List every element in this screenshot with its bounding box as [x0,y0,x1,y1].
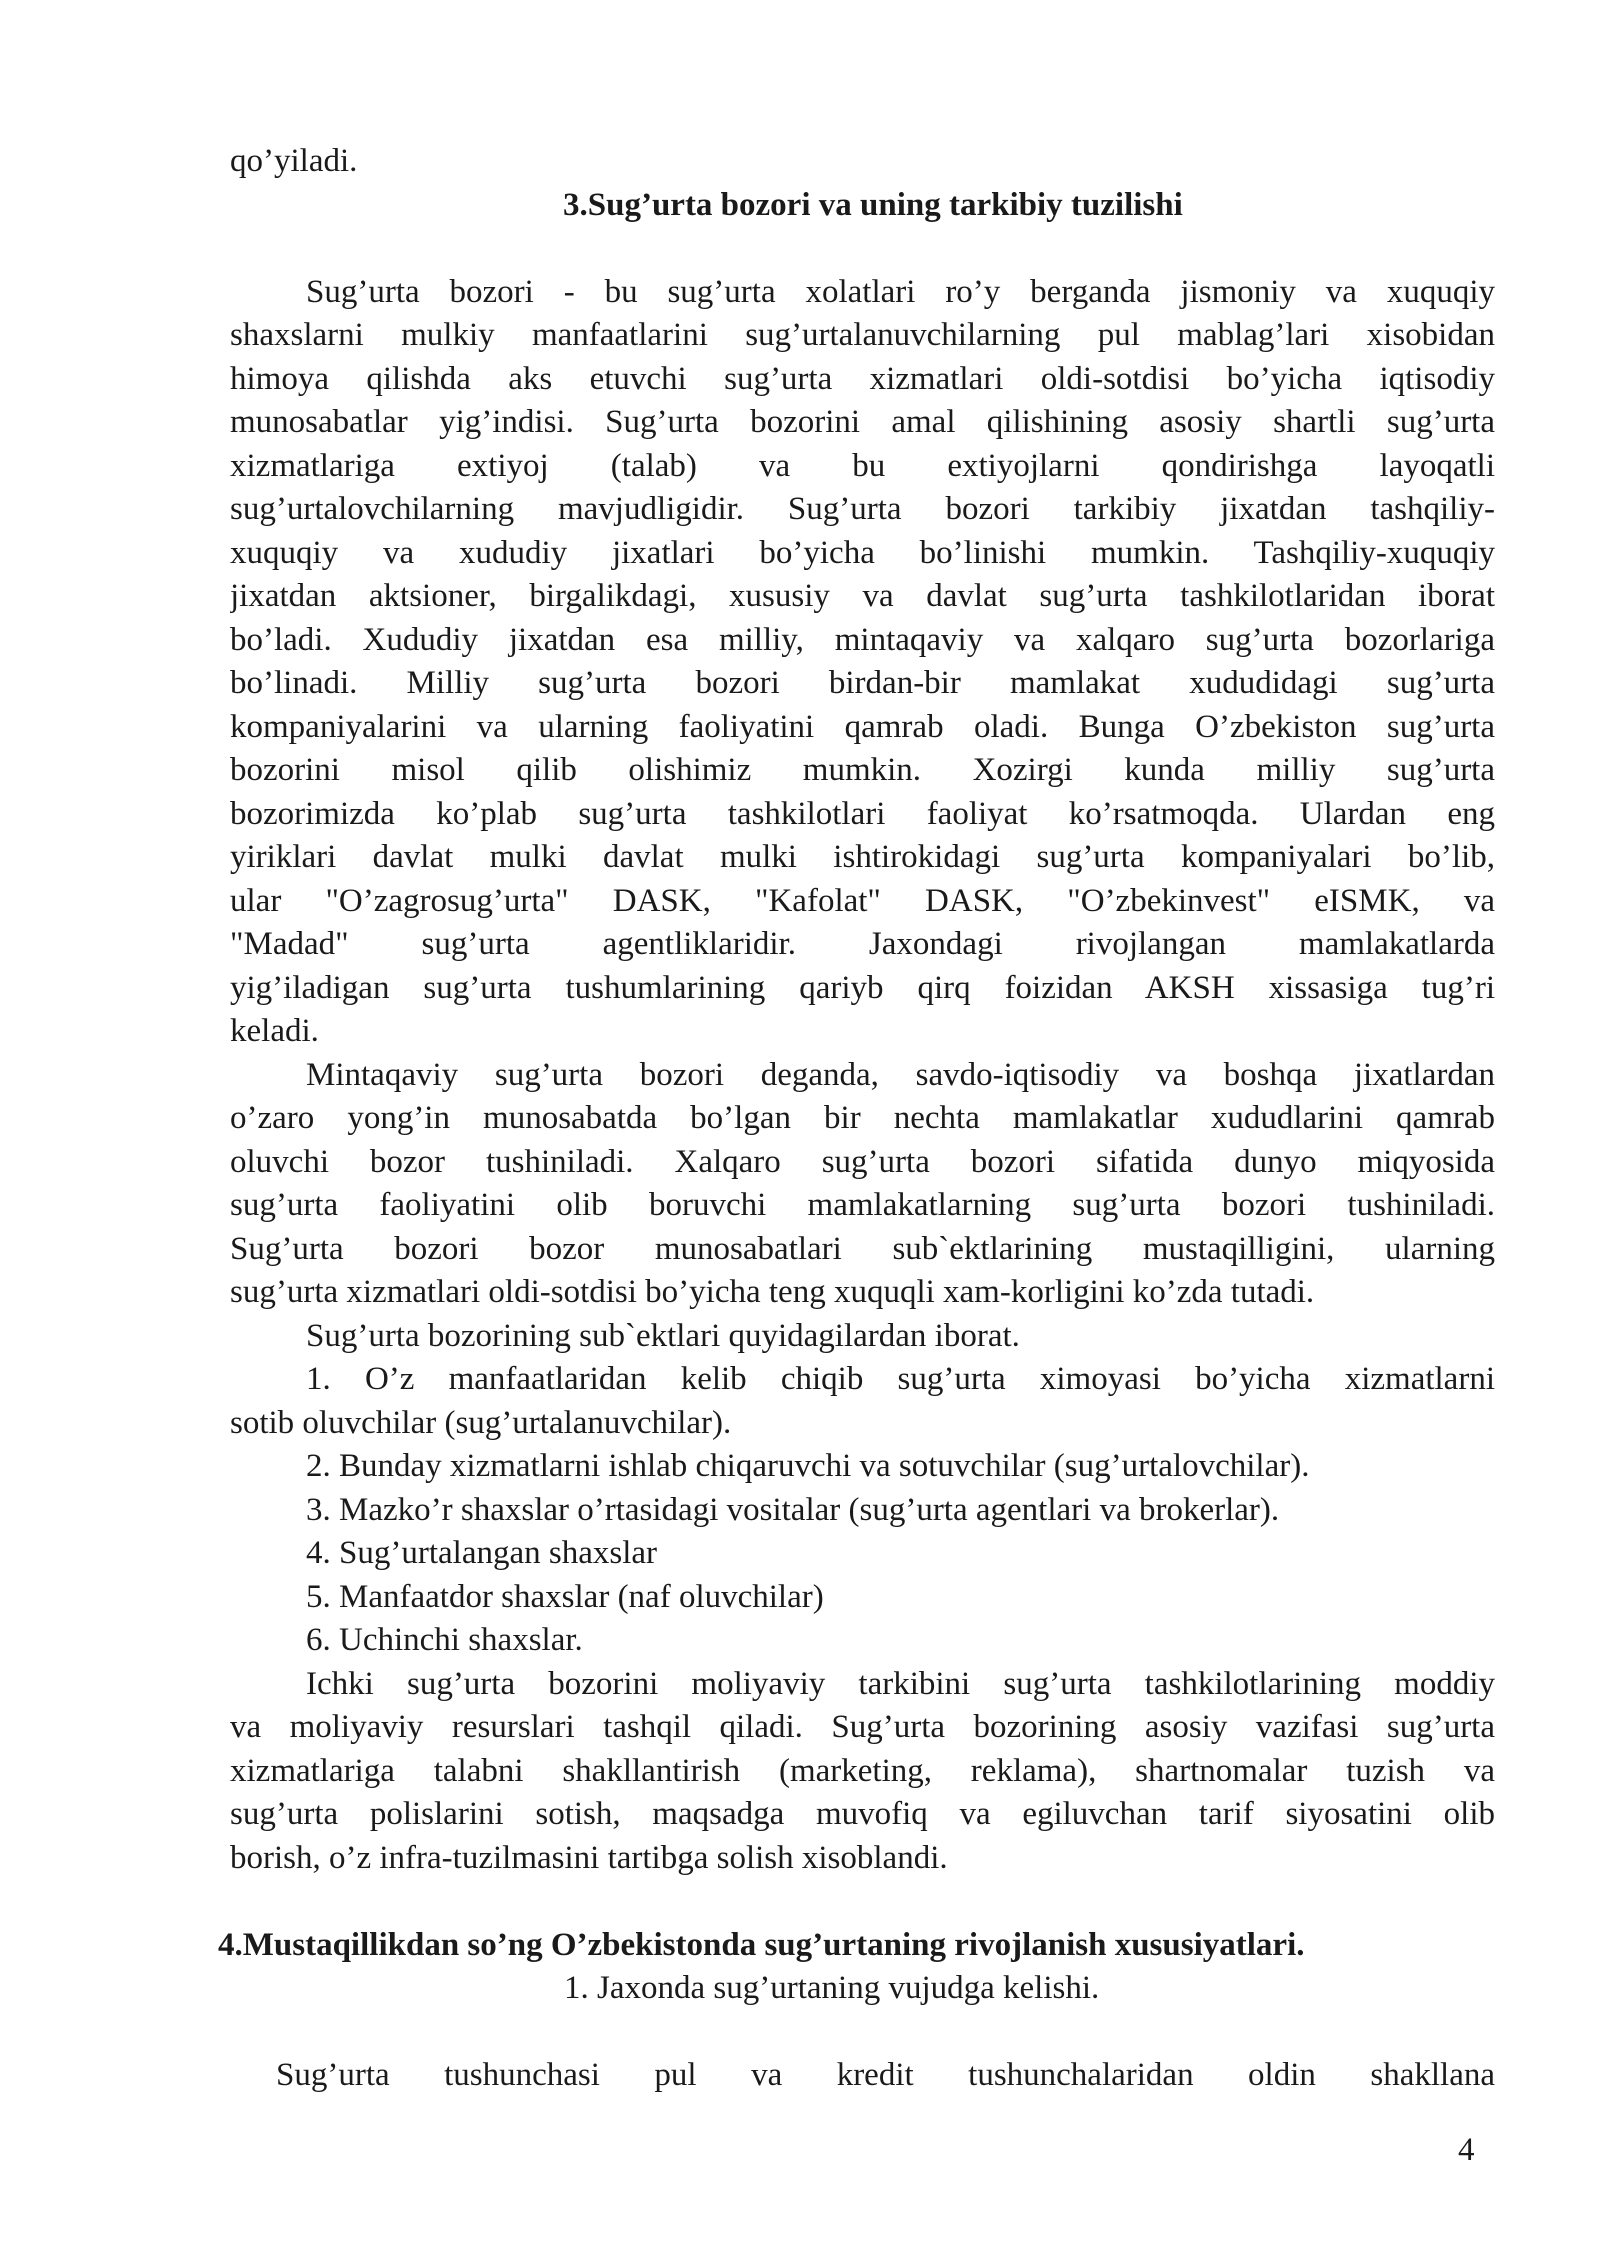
text-line: Mintaqaviy sug’urta bozori deganda, savdo-iqtisodiy va boshqa jixatlardan [306,1056,1495,1093]
list-item: 4. Sug’urtalangan shaxslar [306,1535,657,1571]
text-line: sug’urta xizmatlari oldi-sotdisi bo’yicha teng xuquqli xam-korligini ko’zda tutadi. [230,1274,1315,1310]
text-line: yig’iladigan sug’urta tushumlarining qariyb qirq foizidan AKSH xissasiga tug’ri [230,969,1495,1006]
text-line: bo’linadi. Milliy sug’urta bozori birdan-bir mamlakat xududidagi sug’urta [230,665,1495,701]
paragraph-insurance-market [230,271,1495,1054]
text-line: xuquqiy va xududiy jixatlari bo’yicha bo’linishi mumkin. Tashqiliy-xuquqiy [230,534,1495,571]
list-item: 6. Uchinchi shaxslar. [306,1622,583,1658]
text-line: bozorimizda ko’plab sug’urta tashkilotlari faoliyat ko’rsatmoqda. Ulardan eng [230,795,1495,832]
carry-over-line: qo’yiladi. [230,143,358,179]
text-line: munosabatlar yig’indisi. Sug’urta bozorini amal qilishining asosiy shartli sug’urta [230,404,1495,440]
text-line: sug’urta faoliyatini olib boruvchi mamlakatlarning sug’urta bozori tushiniladi. [230,1187,1495,1223]
text-line: xizmatlariga extiyoj (talab) va bu extiyojlarni qondirishga layoqatli [230,447,1495,484]
list-item-continuation: sotib oluvchilar (sug’urtalanuvchilar). [230,1404,732,1441]
page-number: 4 [1458,2132,1475,2168]
text-line: Sug’urta bozori - bu sug’urta xolatlari ro’y berganda jismoniy va xuquqiy [306,273,1495,310]
text-line: o’zaro yong’in munosabatda bo’lgan bir nechta mamlakatlar xududlarini qamrab [230,1100,1495,1136]
list-item: 3. Mazko’r shaxslar o’rtasidagi vositalar (sug’urta agentlari va brokerlar). [306,1491,1280,1528]
text-line: sug’urta polislarini sotish, maqsadga muvofiq va egiluvchan tarif siyosatini olib [230,1796,1495,1832]
text-line: Sug’urta bozori bozor munosabatlari sub`ektlarining mustaqilligini, ularning [230,1230,1495,1267]
text-line: yiriklari davlat mulki davlat mulki ishtirokidagi sug’urta kompaniyalari bo’lib, [230,839,1495,875]
text-line: jixatdan aktsioner, birgalikdagi, xususiy va davlat sug’urta tashkilotlaridan iborat [230,578,1495,614]
paragraph-domestic-market [230,1663,1495,1881]
page-content [218,140,1495,2098]
text-line: borish, o’z infra-tuzilmasini tartibga solish xisoblandi. [230,1839,948,1876]
paragraph-origins-first-line: Sug’urta tushunchasi pul va kredit tushunchalaridan oldin shakllana [276,2057,1495,2093]
subheading: 1. Jaxonda sug’urtaning vujudga kelishi. [564,1970,1100,2006]
blank-line [230,1880,1495,1924]
text-line: ular "O’zagrosug’urta" DASK, "Kafolat" DASK, "O’zbekinvest" eISMK, va [230,882,1495,919]
paragraph-regional-market [230,1054,1495,1315]
text-line: va moliyaviy resurslari tashqil qiladi. Sug’urta bozorining asosiy vazifasi sug’urta [230,1709,1495,1745]
text-line: sug’urtalovchilarning mavjudligidir. Sug’urta bozori tarkibiy jixatdan tashqiliy- [230,491,1495,527]
text-line: keladi. [230,1013,319,1049]
list-item: 1. O’z manfaatlaridan kelib chiqib sug’urta ximoyasi bo’yicha xizmatlarni [306,1361,1495,1397]
text-line: himoya qilishda aks etuvchi sug’urta xizmatlari oldi-sotdisi bo’yicha iqtisodiy [230,360,1495,397]
paragraph-subjects-intro: Sug’urta bozorining sub`ektlari quyidagilardan iborat. [306,1317,1020,1354]
text-line: shaxslarni mulkiy manfaatlarini sug’urtalanuvchilarning pul mablag’lari xisobidan [230,317,1495,353]
text-line: bo’ladi. Xududiy jixatdan esa milliy, mintaqaviy va xalqaro sug’urta bozorlariga [230,621,1495,658]
section-heading-4: 4.Mustaqillikdan so’ng O’zbekistonda sug’urtaning rivojlanish xususiyatlari. [218,1926,1305,1963]
blank-line [230,227,1495,271]
text-line: "Madad" sug’urta agentliklaridir. Jaxondagi rivojlangan mamlakatlarda [230,926,1495,962]
blank-line [230,2011,1495,2055]
text-line: Ichki sug’urta bozorini moliyaviy tarkibini sug’urta tashkilotlarining moddiy [306,1665,1495,1702]
text-line: xizmatlariga talabni shakllantirish (marketing, reklama), shartnomalar tuzish va [230,1752,1495,1789]
list-item: 2. Bunday xizmatlarni ishlab chiqaruvchi va sotuvchilar (sug’urtalovchilar). [306,1448,1310,1484]
text-line: oluvchi bozor tushiniladi. Xalqaro sug’urta bozori sifatida dunyo miqyosida [230,1143,1495,1180]
subjects-list [230,1358,1495,1663]
text-line: bozorini misol qilib olishimiz mumkin. Xozirgi kunda milliy sug’urta [230,752,1495,788]
list-item: 5. Manfaatdor shaxslar (naf oluvchilar) [306,1578,824,1615]
section-heading-3: 3.Sug’urta bozori va uning tarkibiy tuzilishi [563,186,1183,223]
text-line: kompaniyalarini va ularning faoliyatini qamrab oladi. Bunga O’zbekiston sug’urta [230,708,1495,745]
